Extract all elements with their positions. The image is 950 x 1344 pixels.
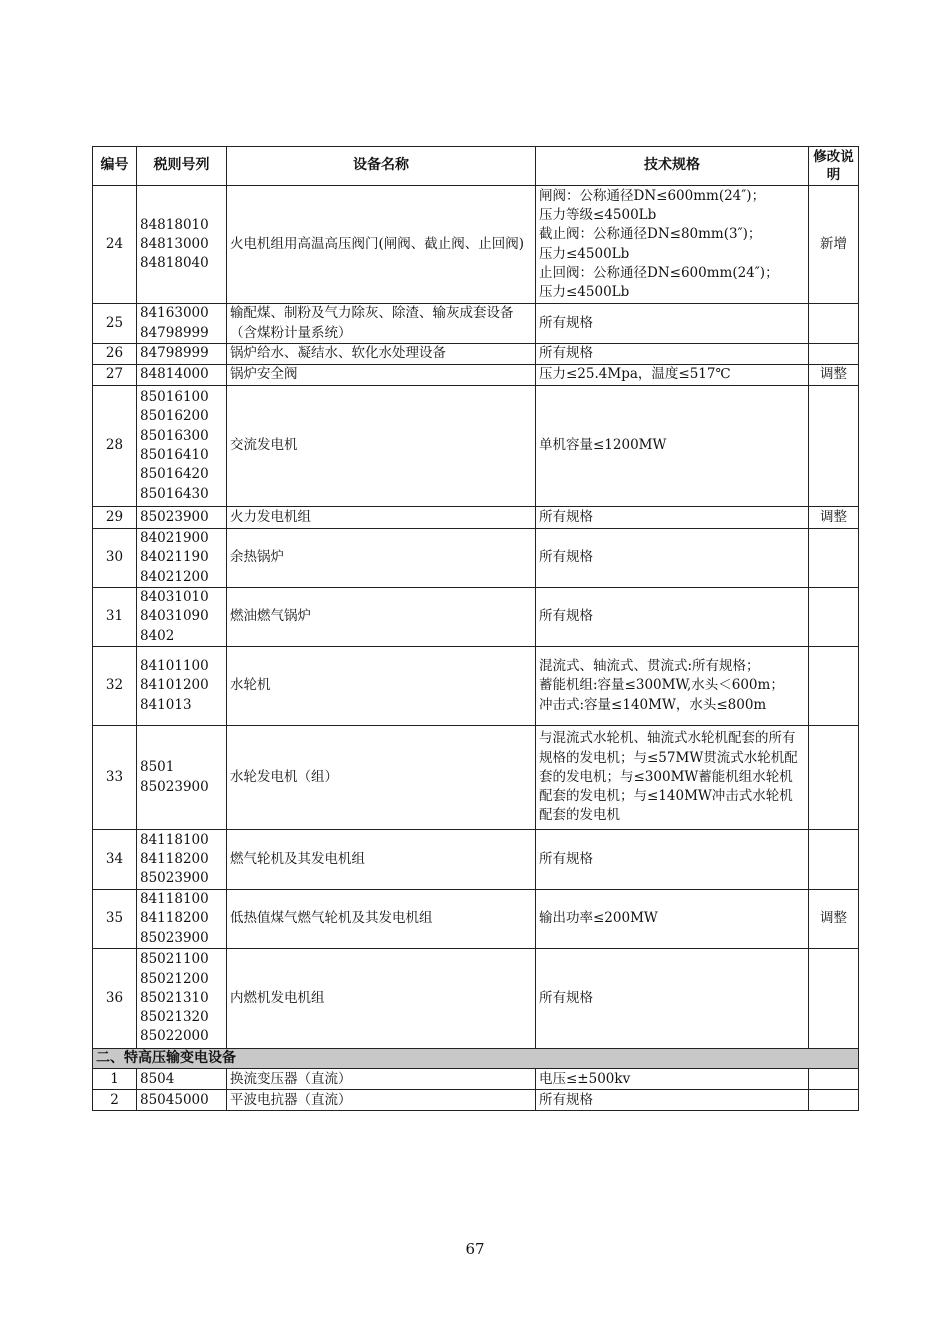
table-row <box>93 186 859 304</box>
header-note: 修改说明 <box>809 147 859 186</box>
technical-spec <box>536 344 809 365</box>
revision-note: 新增 <box>809 186 859 304</box>
technical-spec <box>536 890 809 949</box>
spec-line: 所有规格 <box>539 989 593 1006</box>
spec-line: 电压≤±500kv <box>539 1070 631 1087</box>
technical-spec <box>536 726 809 830</box>
table-row <box>93 890 859 949</box>
tariff-code: 85045000 <box>140 1091 209 1108</box>
table-row <box>93 365 859 386</box>
tariff-code: 85021310 <box>140 989 209 1006</box>
equipment-name: 锅炉给水、凝结水、软化水处理设备 <box>227 344 536 365</box>
spec-line: 蓄能机组:容量≤300MW,水头＜600m； <box>539 677 784 694</box>
technical-spec <box>536 365 809 386</box>
row-number: 32 <box>93 647 137 726</box>
tariff-code: 84031010 <box>140 589 209 606</box>
header-name: 设备名称 <box>227 147 536 186</box>
tariff-code: 85022000 <box>140 1028 209 1045</box>
spec-line: 所有规格 <box>539 608 593 625</box>
spec-line: 所有规格 <box>539 549 593 566</box>
row-number: 29 <box>93 507 137 529</box>
tariff-code: 84818040 <box>140 255 209 272</box>
tariff-code: 84818010 <box>140 216 209 233</box>
tariff-code: 84798999 <box>140 324 209 341</box>
tariff-code: 85016100 <box>140 389 209 406</box>
tariff-code: 85016430 <box>140 485 209 502</box>
spec-line: 压力≤4500Lb <box>539 284 630 301</box>
tariff-codes <box>137 529 227 588</box>
technical-spec <box>536 386 809 507</box>
tariff-code: 84118100 <box>140 831 209 848</box>
equipment-name: 燃气轮机及其发电机组 <box>227 830 536 890</box>
spec-line: 与混流式水轮机、轴流式水轮机配套的所有规格的发电机；与≤57MW贯流式水轮机配套的发电机；与≤300MW蓄能机组水轮机配套的发电机；与≤140MW冲击式水轮机配套的发电机 <box>539 730 798 824</box>
table-row <box>93 304 859 344</box>
spec-line: 单机容量≤1200MW <box>539 437 667 454</box>
row-number: 25 <box>93 304 137 344</box>
technical-spec <box>536 507 809 529</box>
tariff-code: 8504 <box>140 1070 175 1087</box>
tariff-code: 84021900 <box>140 530 209 547</box>
tariff-codes <box>137 186 227 304</box>
technical-spec <box>536 1069 809 1090</box>
equipment-name: 火电机组用高温高压阀门(闸阀、截止阀、止回阀) <box>227 186 536 304</box>
tariff-codes <box>137 507 227 529</box>
technical-spec <box>536 1090 809 1111</box>
header-no: 编号 <box>93 147 137 186</box>
technical-spec <box>536 949 809 1049</box>
tariff-codes <box>137 588 227 647</box>
revision-note <box>809 386 859 507</box>
equipment-name: 低热值煤气燃气轮机及其发电机组 <box>227 890 536 949</box>
tariff-code: 84101200 <box>140 677 209 694</box>
tariff-code: 85016410 <box>140 447 209 463</box>
spec-line: 所有规格 <box>539 508 593 525</box>
revision-note <box>809 304 859 344</box>
tariff-code: 84798999 <box>140 345 209 362</box>
revision-note <box>809 1090 859 1111</box>
revision-note <box>809 830 859 890</box>
revision-note: 调整 <box>809 365 859 386</box>
tariff-codes <box>137 949 227 1049</box>
row-number: 28 <box>93 386 137 507</box>
spec-line: 所有规格 <box>539 345 593 362</box>
spec-line: 所有规格 <box>539 850 593 867</box>
equipment-name: 换流变压器（直流） <box>227 1069 536 1090</box>
row-number: 26 <box>93 344 137 365</box>
spec-line: 压力≤25.4Mpa，温度≤517℃ <box>539 366 731 383</box>
tariff-code: 85016200 <box>140 408 209 425</box>
tariff-code: 85023900 <box>140 929 209 946</box>
tariff-codes <box>137 344 227 365</box>
table-row <box>93 647 859 726</box>
table-header-row <box>93 147 859 186</box>
spec-line: 冲击式:容量≤140MW，水头≤800m <box>539 696 767 713</box>
row-number: 36 <box>93 949 137 1049</box>
table-row <box>93 1090 859 1111</box>
tariff-codes <box>137 304 227 344</box>
equipment-name: 水轮机 <box>227 647 536 726</box>
revision-note <box>809 1069 859 1090</box>
tariff-code: 85023900 <box>140 870 209 887</box>
tariff-code: 8402 <box>140 627 175 644</box>
technical-spec <box>536 647 809 726</box>
spec-line: 止回阀：公称通径DN≤600mm(24″)； <box>539 264 779 281</box>
table-row <box>93 1069 859 1090</box>
spec-line: 输出功率≤200MW <box>539 910 658 927</box>
tariff-codes <box>137 1090 227 1111</box>
tariff-code: 85016420 <box>140 466 209 483</box>
table-row <box>93 588 859 647</box>
table-row <box>93 386 859 507</box>
equipment-name: 内燃机发电机组 <box>227 949 536 1049</box>
table-row <box>93 529 859 588</box>
tariff-code: 84118200 <box>140 850 209 867</box>
revision-note <box>809 529 859 588</box>
section-title: 二、特高压输变电设备 <box>93 1049 859 1069</box>
equipment-name: 水轮发电机（组） <box>227 726 536 830</box>
tariff-code: 84021190 <box>140 549 209 566</box>
technical-spec <box>536 529 809 588</box>
tariff-code: 84101100 <box>140 658 209 675</box>
tariff-code: 841013 <box>140 696 192 713</box>
page-number: 67 <box>465 1240 485 1258</box>
tariff-code: 84813000 <box>140 235 209 252</box>
tariff-code: 8501 <box>140 759 175 776</box>
row-number: 1 <box>93 1069 137 1090</box>
technical-spec <box>536 830 809 890</box>
tariff-code: 84118200 <box>140 910 209 927</box>
revision-note: 调整 <box>809 507 859 529</box>
equipment-name: 燃油燃气锅炉 <box>227 588 536 647</box>
tariff-code: 85023900 <box>140 508 209 525</box>
section-row <box>93 1049 859 1069</box>
table-row <box>93 344 859 365</box>
technical-spec <box>536 304 809 344</box>
equipment-table <box>92 146 859 1111</box>
row-number: 30 <box>93 529 137 588</box>
table-row <box>93 507 859 529</box>
equipment-name: 交流发电机 <box>227 386 536 507</box>
tariff-code: 84031090 <box>140 608 209 625</box>
tariff-code: 85016300 <box>140 427 209 444</box>
tariff-code: 85023900 <box>140 778 209 795</box>
row-number: 31 <box>93 588 137 647</box>
tariff-codes <box>137 647 227 726</box>
spec-line: 所有规格 <box>539 314 593 331</box>
tariff-code: 84814000 <box>140 366 209 383</box>
tariff-codes <box>137 365 227 386</box>
spec-line: 所有规格 <box>539 1091 593 1108</box>
row-number: 34 <box>93 830 137 890</box>
row-number: 35 <box>93 890 137 949</box>
equipment-name: 平波电抗器（直流） <box>227 1090 536 1111</box>
spec-line: 压力≤4500Lb <box>539 245 630 262</box>
row-number: 2 <box>93 1090 137 1111</box>
tariff-codes <box>137 386 227 507</box>
table-row <box>93 949 859 1049</box>
revision-note <box>809 588 859 647</box>
revision-note: 调整 <box>809 890 859 949</box>
tariff-code: 84163000 <box>140 305 209 322</box>
tariff-code: 85021320 <box>140 1009 209 1026</box>
tariff-codes <box>137 1069 227 1090</box>
revision-note <box>809 647 859 726</box>
row-number: 33 <box>93 726 137 830</box>
equipment-name: 锅炉安全阀 <box>227 365 536 386</box>
spec-line: 闸阀：公称通径DN≤600mm(24″)； <box>539 187 766 204</box>
tariff-code: 84021200 <box>140 568 209 585</box>
header-spec: 技术规格 <box>536 147 809 186</box>
table-row <box>93 726 859 830</box>
revision-note <box>809 344 859 365</box>
revision-note <box>809 726 859 830</box>
tariff-codes <box>137 830 227 890</box>
spec-line: 截止阀：公称通径DN≤80mm(3″)； <box>539 226 762 243</box>
row-number: 24 <box>93 186 137 304</box>
tariff-code: 85021100 <box>140 951 209 968</box>
spec-line: 混流式、轴流式、贯流式:所有规格； <box>539 658 760 675</box>
equipment-name: 余热锅炉 <box>227 529 536 588</box>
header-code: 税则号列 <box>137 147 227 186</box>
table-row <box>93 830 859 890</box>
tariff-codes <box>137 726 227 830</box>
technical-spec <box>536 186 809 304</box>
equipment-name: 输配煤、制粉及气力除灰、除渣、输灰成套设备（含煤粉计量系统） <box>227 304 536 344</box>
tariff-code: 85021200 <box>140 970 209 987</box>
technical-spec <box>536 588 809 647</box>
spec-line: 压力等级≤4500Lb <box>539 206 657 223</box>
revision-note <box>809 949 859 1049</box>
tariff-code: 84118100 <box>140 891 209 908</box>
tariff-codes <box>137 890 227 949</box>
equipment-name: 火力发电机组 <box>227 507 536 529</box>
row-number: 27 <box>93 365 137 386</box>
